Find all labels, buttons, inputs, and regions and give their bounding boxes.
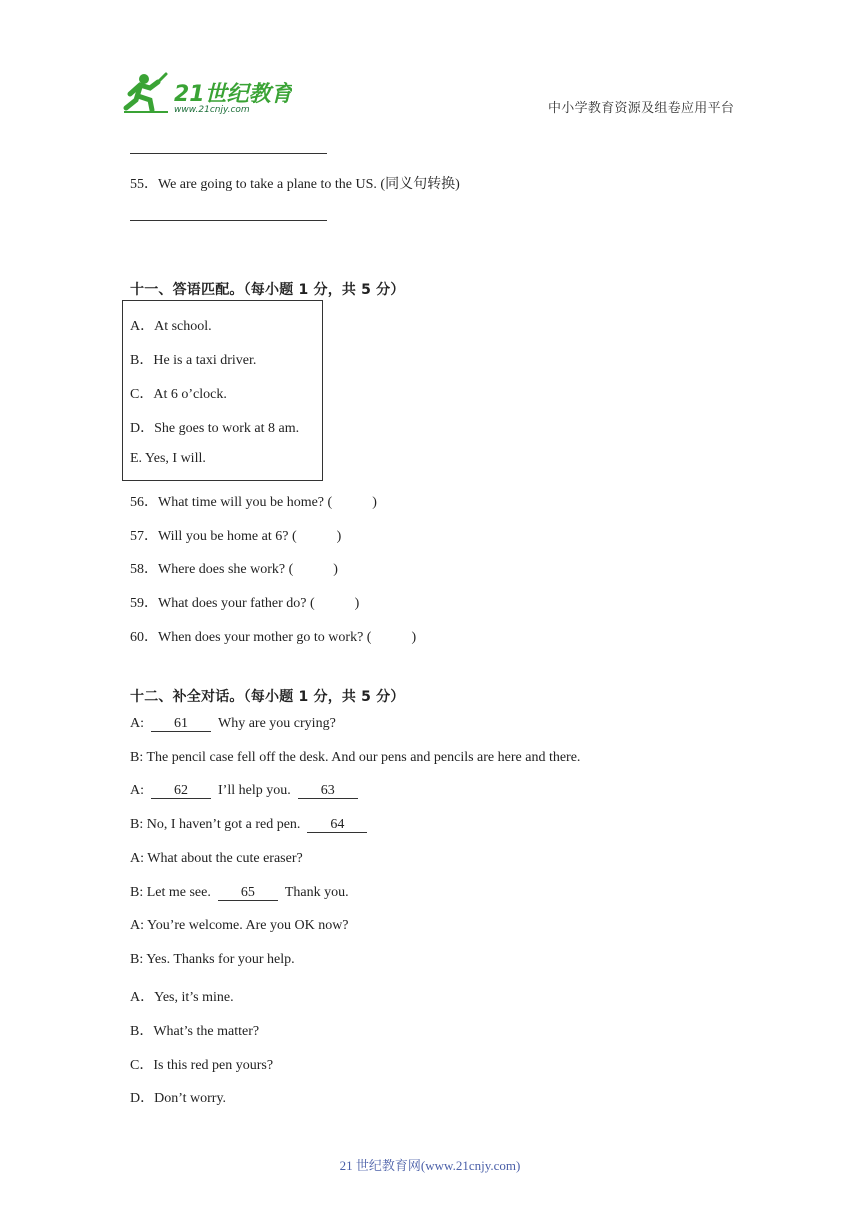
question-60-text: 60．When does your mother go to work? ( <box>130 630 372 645</box>
match-option-a: A．At school. <box>130 319 212 334</box>
dialogue-line-3 <box>130 783 358 799</box>
answer-line <box>130 220 327 221</box>
close-paren: ) <box>372 495 377 510</box>
dialogue-text: B: Let me see. <box>130 885 211 900</box>
dialogue-text: Why are you crying? <box>218 716 336 731</box>
question-59 <box>130 592 359 612</box>
close-paren: ) <box>333 562 338 577</box>
logo-main-text: 21世纪教育 <box>174 82 292 107</box>
dialogue-line-7: A: You’re welcome. Are you OK now? <box>130 918 349 933</box>
close-paren: ) <box>354 596 360 611</box>
question-56-text: 56．What time will you be home? ( <box>130 495 333 510</box>
dialogue-line-1 <box>130 716 336 732</box>
footer-text: 21 世纪教育网(www.21cnjy.com) <box>339 1158 521 1173</box>
blank-63[interactable]: 63 <box>298 784 358 799</box>
match-option-e: E. Yes, I will. <box>130 451 206 466</box>
logo-sub-text: www.21cnjy.com <box>174 105 250 114</box>
question-57 <box>130 525 341 545</box>
question-60 <box>130 626 416 646</box>
blank-64[interactable]: 64 <box>307 818 367 833</box>
speaker-a: A: <box>130 783 144 798</box>
section-11-heading: 十一、答语匹配。（每小题 1 分，共 5 分） <box>130 282 405 298</box>
question-58 <box>130 558 338 578</box>
blank-65[interactable]: 65 <box>218 886 278 901</box>
question-55: 55．We are going to take a plane to the US. (同义句转换) <box>130 177 460 192</box>
question-58-text: 58．Where does she work? ( <box>130 562 294 577</box>
question-57-text: 57．Will you be home at 6? ( <box>130 529 297 544</box>
dialogue-line-6 <box>130 885 349 901</box>
dialogue-option-b: B．What’s the matter? <box>130 1024 260 1039</box>
speaker-a: A: <box>130 716 144 731</box>
blank-62[interactable]: 62 <box>151 784 211 799</box>
match-option-c: C．At 6 o’clock. <box>130 387 227 402</box>
header-platform-text: 中小学教育资源及组卷应用平台 <box>548 101 735 116</box>
dialogue-line-5: A: What about the cute eraser? <box>130 851 303 866</box>
question-59-text: 59．What does your father do? ( <box>130 596 315 611</box>
site-logo <box>122 70 292 114</box>
match-option-b: B．He is a taxi driver. <box>130 353 257 368</box>
match-option-d: D．She goes to work at 8 am. <box>130 421 300 436</box>
question-56 <box>130 491 377 511</box>
dialogue-option-c: C．Is this red pen yours? <box>130 1058 274 1073</box>
dialogue-line-4 <box>130 817 367 833</box>
dialogue-option-a: A．Yes, it’s mine. <box>130 990 234 1005</box>
dialogue-line-8: B: Yes. Thanks for your help. <box>130 952 295 967</box>
close-paren: ) <box>411 630 417 645</box>
dialogue-text: B: No, I haven’t got a red pen. <box>130 817 301 832</box>
dialogue-text: I’ll help you. <box>218 783 291 798</box>
dialogue-line-2: B: The pencil case fell off the desk. And our pens and pencils are here and there. <box>130 750 581 765</box>
answer-line <box>130 153 327 154</box>
dialogue-text: Thank you. <box>284 885 349 900</box>
section-12-heading: 十二、补全对话。（每小题 1 分，共 5 分） <box>130 689 405 705</box>
runner-logo-icon <box>122 70 292 114</box>
blank-61[interactable]: 61 <box>151 717 211 732</box>
close-paren: ) <box>336 529 342 544</box>
dialogue-option-d: D．Don’t worry. <box>130 1091 227 1106</box>
